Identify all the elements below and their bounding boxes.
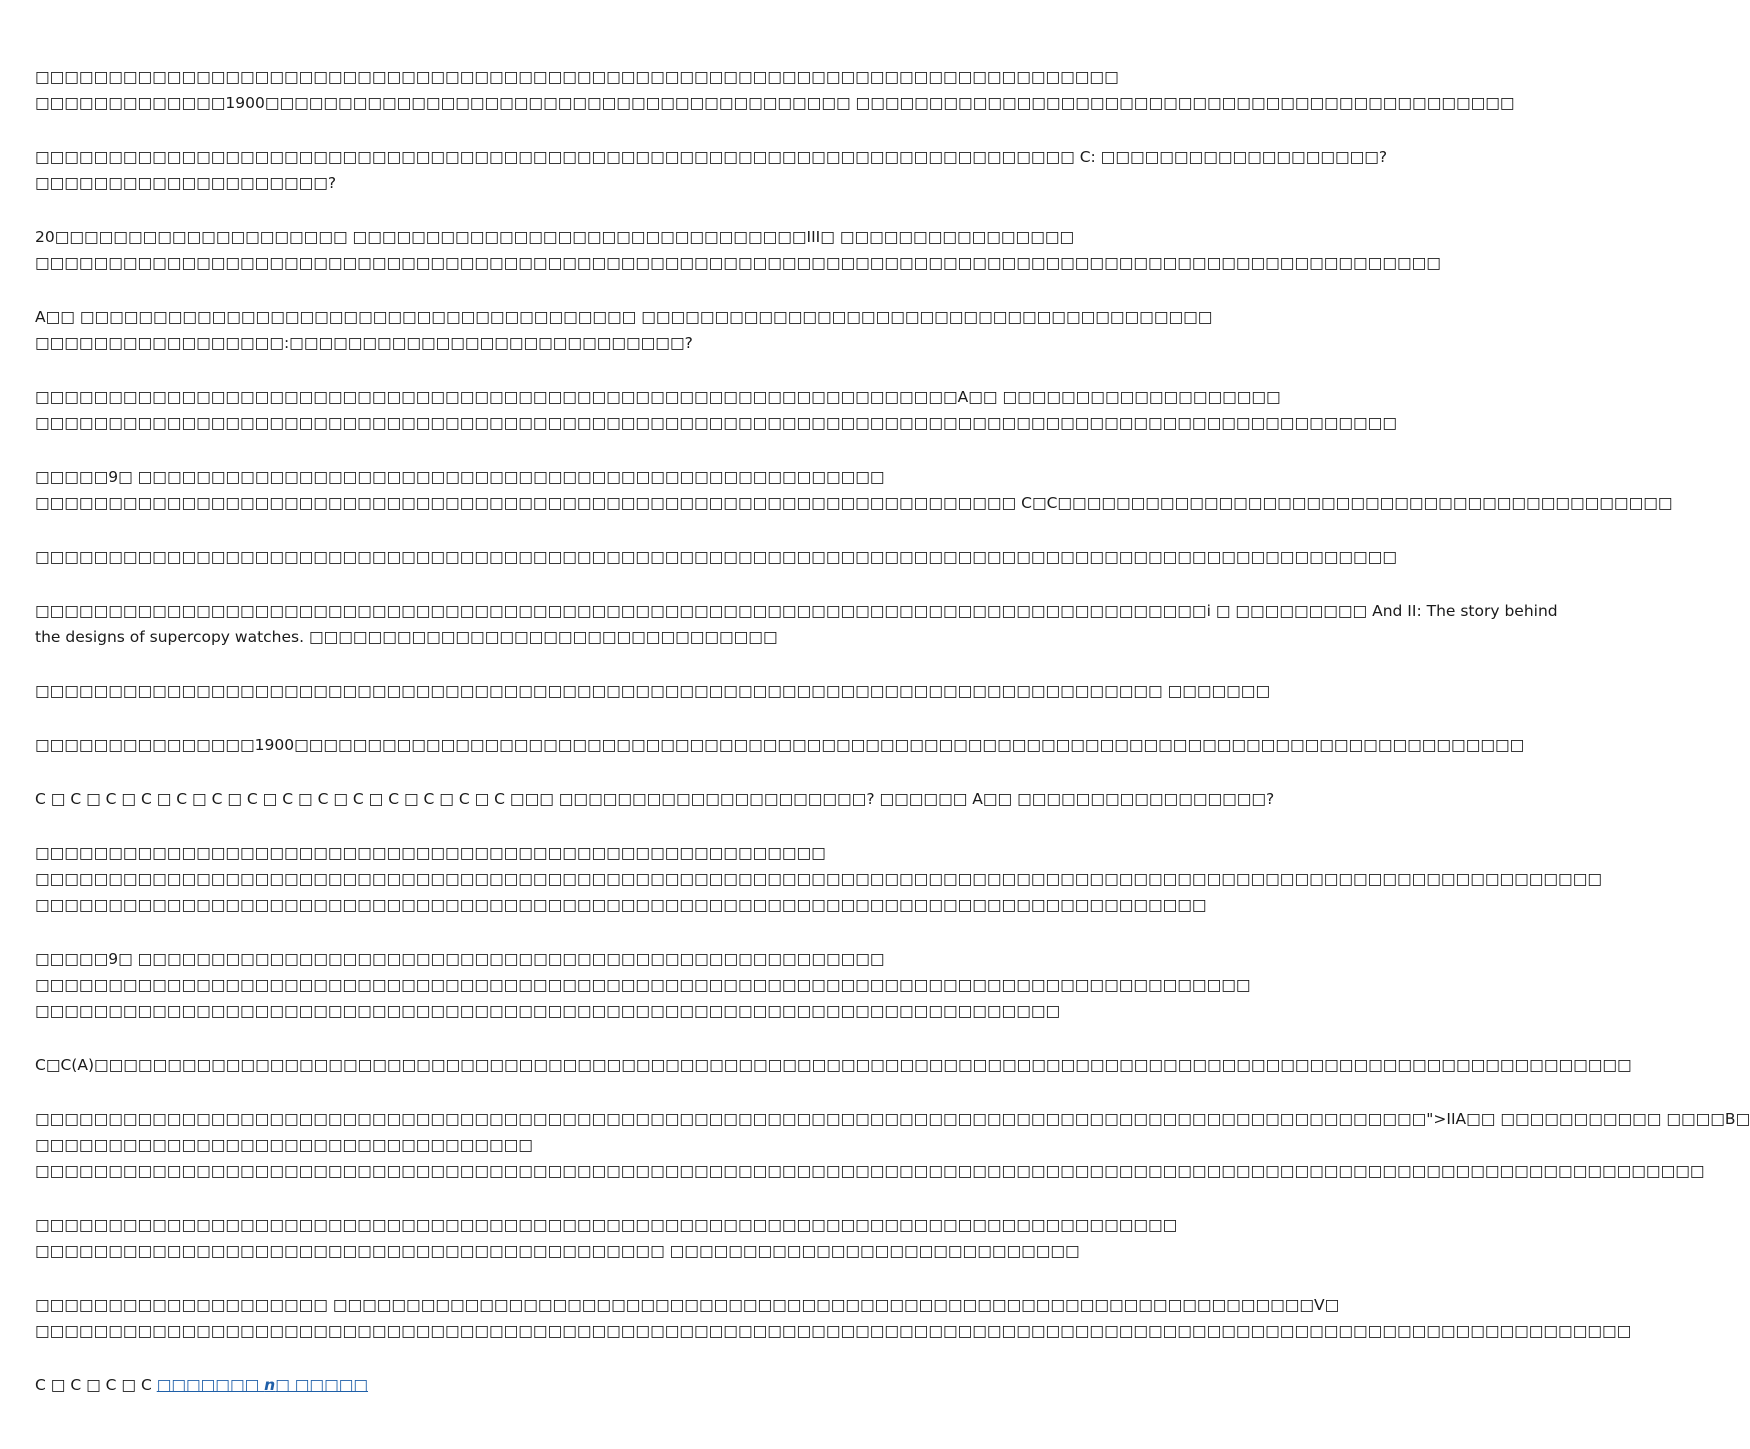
paragraph	[35, 64, 1515, 116]
paragraph	[35, 732, 1525, 758]
paragraph-line: □□□□□9□ □□□□□□□□□□□□□□□□□□□□□□□□□□□□□□□□□□□□□□□□□□□□□□□□□□□	[35, 468, 885, 486]
paragraph-line: □□□□□9□ □□□□□□□□□□□□□□□□□□□□□□□□□□□□□□□□□□□□□□□□□□□□□□□□□□□	[35, 950, 885, 968]
paragraph	[35, 678, 1271, 704]
paragraph-line: □□□□□□□□□□□□□□□□□□□□□□□□□□□□□□□□□□□□□□□□□□□□□□□□□□□□□□□□□□□□□□□□□□□□□□□□□□□□□ □□□□□□□	[35, 682, 1271, 700]
paragraph-line: □□□□□□□□□□□□□□□□□□□□□□□□□□□□□□□□□□□□□□□□□□□□□□□□□□□□□□□□□□□□□□□□□□□□□□□□□□	[35, 68, 1119, 86]
paragraph	[35, 1212, 1178, 1264]
paragraph-line: □□□□□□□□□□□□□□□□□□□□□□□□□□□□□□□□□□□□□□□□□□□□□□□□□□□□□□□□□□□□□□□□□□□□□□□□□□□□□□□□	[35, 896, 1207, 914]
paragraph-line: □□□□□□□□□□□□□□□□□□□□ □□□□□□□□□□□□□□□□□□□□□□□□□□□□□□□□□□□□□□□□□□□□□□□□□□□□□□□□□□□□□□□□□□□V□	[35, 1296, 1340, 1314]
paragraph-line: □□□□□□□□□□□□□□□□□□□□□□□□□□□□□□□□□□□□□□□□□□□□□□□□□□□□□□□□□□□□□□□□□□□□□□	[35, 1002, 1061, 1020]
paragraph-line: □□□□□□□□□□□□□□□□□□□□□□□□□□□□□□□□□□□□□□□□□□□□□□□□□□□□□□□□□□□□□□□□□□□□□□□□□□□□□□□□□□□□□□□□□□□□□□□□□□□□□□□□□□□	[35, 870, 1602, 888]
paragraph	[35, 786, 1275, 812]
document-body	[35, 64, 1750, 1426]
footer-link-text-3: □ □□□□□	[275, 1376, 369, 1394]
paragraph-list	[35, 64, 1750, 1344]
paragraph-line: □□□□□□□□□□□□□□□□□□□□□□□□□□□□□□□□□□	[35, 1136, 533, 1154]
paragraph-line: □□□□□□□□□□□□□□□□□□□□□□□□□□□□□□□□□□□□□□□□□□□□□□□□□□□□□□□□□□□□□□□□□□□□□□□□□□□□□□□□□□□□□□□□□□□□□	[35, 414, 1397, 432]
paragraph	[35, 544, 1397, 570]
paragraph-line: 20□□□□□□□□□□□□□□□□□□□□ □□□□□□□□□□□□□□□□□□□□□□□□□□□□□□□III□ □□□□□□□□□□□□□□□□	[35, 228, 1075, 246]
paragraph-line: A□□ □□□□□□□□□□□□□□□□□□□□□□□□□□□□□□□□□□□□□□ □□□□□□□□□□□□□□□□□□□□□□□□□□□□□□□□□□□□□□□	[35, 308, 1213, 326]
paragraph-line: □□□□□□□□□□□□□□□□□□□□□□□□□□□□□□□□□□□□□□□□□□□□□□□□□□□□□□□□□□□□□□□□□□□□□□□□□□□□□□□□□□□□□□□□□□□□□	[35, 548, 1397, 566]
paragraph-line: □□□□□□□□□□□□□□□□□□□□□□□□□□□□□□□□□□□□□□□□□□□□□□□□□□□□□□□□□□□□□□□□□□□□□□□□□□□□□□	[35, 1216, 1178, 1234]
paragraph-line: □□□□□□□□□□□□□□□□□□□□□□□□□□□□□□□□□□□□□□□□□□□□□□□□□□□□□□□□□□□□□□□□□□□ C□C□□□□□□□□□□□□□□□□□□□□□□□□□□□□□□□□□□□□□□□□□□	[35, 494, 1673, 512]
paragraph-line: □□□□□□□□□□□□□□□□□□□□□□□□□□□□□□□□□□□□□□□□□□□□□□□□□□□□□□□□□□□□□□□A□□ □□□□□□□□□□□□□□□□□□□	[35, 388, 1281, 406]
paragraph-line: C□C(A)□□□□□□□□□□□□□□□□□□□□□□□□□□□□□□□□□□□□□□□□□□□□□□□□□□□□□□□□□□□□□□□□□□□□□□□□□□□□□□□□□□□□□□□□□□□□□□□□□□□□□□□□□	[35, 1056, 1632, 1074]
paragraph-line: □□□□□□□□□□□□□□□□□□□□□□□□□□□□□□□□□□□□□□□□□□□□□□□□□□□□□□□□□□□□□□□□□□□□□□□□□□□□□□□□□□□□□□□□□□□□□□□□	[35, 254, 1441, 272]
paragraph	[35, 304, 1213, 356]
paragraph	[35, 1052, 1632, 1078]
paragraph-line: □□□□□□□□□□□□□□□□□□□□□□□□□□□□□□□□□□□□□□□□□□□□□□□□□□□□□□□□□□□□□□□□□□□□□□□□□□□□□□□□i □ □□□□□□□□□ And II: The story behind	[35, 602, 1558, 620]
paragraph	[35, 1292, 1632, 1344]
footer-link-text-1: □□□□□□□	[156, 1376, 265, 1394]
paragraph	[35, 224, 1441, 276]
footer-line	[35, 1372, 990, 1398]
paragraph	[35, 840, 1602, 918]
paragraph	[35, 144, 1388, 196]
paragraph-line: □□□□□□□□□□□□□□□□□□□□?	[35, 174, 337, 192]
footer-line-text	[35, 1372, 990, 1398]
paragraph	[35, 384, 1397, 436]
paragraph	[35, 464, 1673, 516]
footer-link[interactable]	[157, 1376, 368, 1394]
paragraph-line: □□□□□□□□□□□□□□□1900□□□□□□□□□□□□□□□□□□□□□□□□□□□□□□□□□□□□□□□□□□□□□□□□□□□□□□□□□□□□□□□□□□□□□□□□□□□□□□□□□□□□	[35, 736, 1525, 754]
paragraph-line: □□□□□□□□□□□□□□□□□:□□□□□□□□□□□□□□□□□□□□□□□□□□□?	[35, 334, 693, 352]
paragraph-line: the designs of supercopy watches. □□□□□□□□□□□□□□□□□□□□□□□□□□□□□□□□	[35, 628, 778, 646]
paragraph-line: □□□□□□□□□□□□□□□□□□□□□□□□□□□□□□□□□□□□□□□□□□□□□□□□□□□□□□□□□□□□□□□□□□□□□□□□□□□□□□□□□□□□□□□□□□□□□□□">IIA□□ □□□□□□□□□□□ □□□□B□	[35, 1110, 1750, 1128]
paragraph-line: □□□□□□□□□□□□□□□□□□□□□□□□□□□□□□□□□□□□□□□□□□□□□□□□□□□□□□□□□□□□□□□□□□□□□□□□□□□□□□□□□□□□□□□□□□□□□□□□□□□□□□□□□□□□□	[35, 1322, 1632, 1340]
paragraph-line: □□□□□□□□□□□□□□□□□□□□□□□□□□□□□□□□□□□□□□□□□□□□□□□□□□□□□□□□□□□□□□□□□□□□□□□ C: □□□□□□□□□□□□□□□□□□□?	[35, 148, 1388, 166]
paragraph-line: □□□□□□□□□□□□□□□□□□□□□□□□□□□□□□□□□□□□□□□□□□□□□□□□□□□□□□□□□□□□□□□□□□□□□□□□□□□□□□□□□□□□□□□□□□□□□□□□□□□□□□□□□□□□□□□□□□	[35, 1162, 1705, 1180]
paragraph-line: □□□□□□□□□□□□□□□□□□□□□□□□□□□□□□□□□□□□□□□□□□□ □□□□□□□□□□□□□□□□□□□□□□□□□□□□	[35, 1242, 1080, 1260]
footer-prefix: C □ C □ C □ C	[35, 1376, 157, 1394]
paragraph	[35, 946, 1251, 1024]
footer-link-text-2: n	[264, 1376, 276, 1394]
paragraph-line: C □ C □ C □ C □ C □ C □ C □ C □ C □ C □ C □ C □ C □ C □□□ □□□□□□□□□□□□□□□□□□□□□? □□□□□□ A□□ □□□□□□□□□□□□□□□□□?	[35, 790, 1275, 808]
paragraph-line: □□□□□□□□□□□□□□□□□□□□□□□□□□□□□□□□□□□□□□□□□□□□□□□□□□□□□□□□□□□□□□□□□□□□□□□□□□□□□□□□□□□	[35, 976, 1251, 994]
paragraph-line: □□□□□□□□□□□□□□□□□□□□□□□□□□□□□□□□□□□□□□□□□□□□□□□□□□□□□□	[35, 844, 826, 862]
paragraph	[35, 1106, 1750, 1184]
paragraph-line: □□□□□□□□□□□□□1900□□□□□□□□□□□□□□□□□□□□□□□□□□□□□□□□□□□□□□□□ □□□□□□□□□□□□□□□□□□□□□□□□□□□□□□□□□□□□□□□□□□□□□	[35, 94, 1515, 112]
paragraph	[35, 598, 1558, 650]
